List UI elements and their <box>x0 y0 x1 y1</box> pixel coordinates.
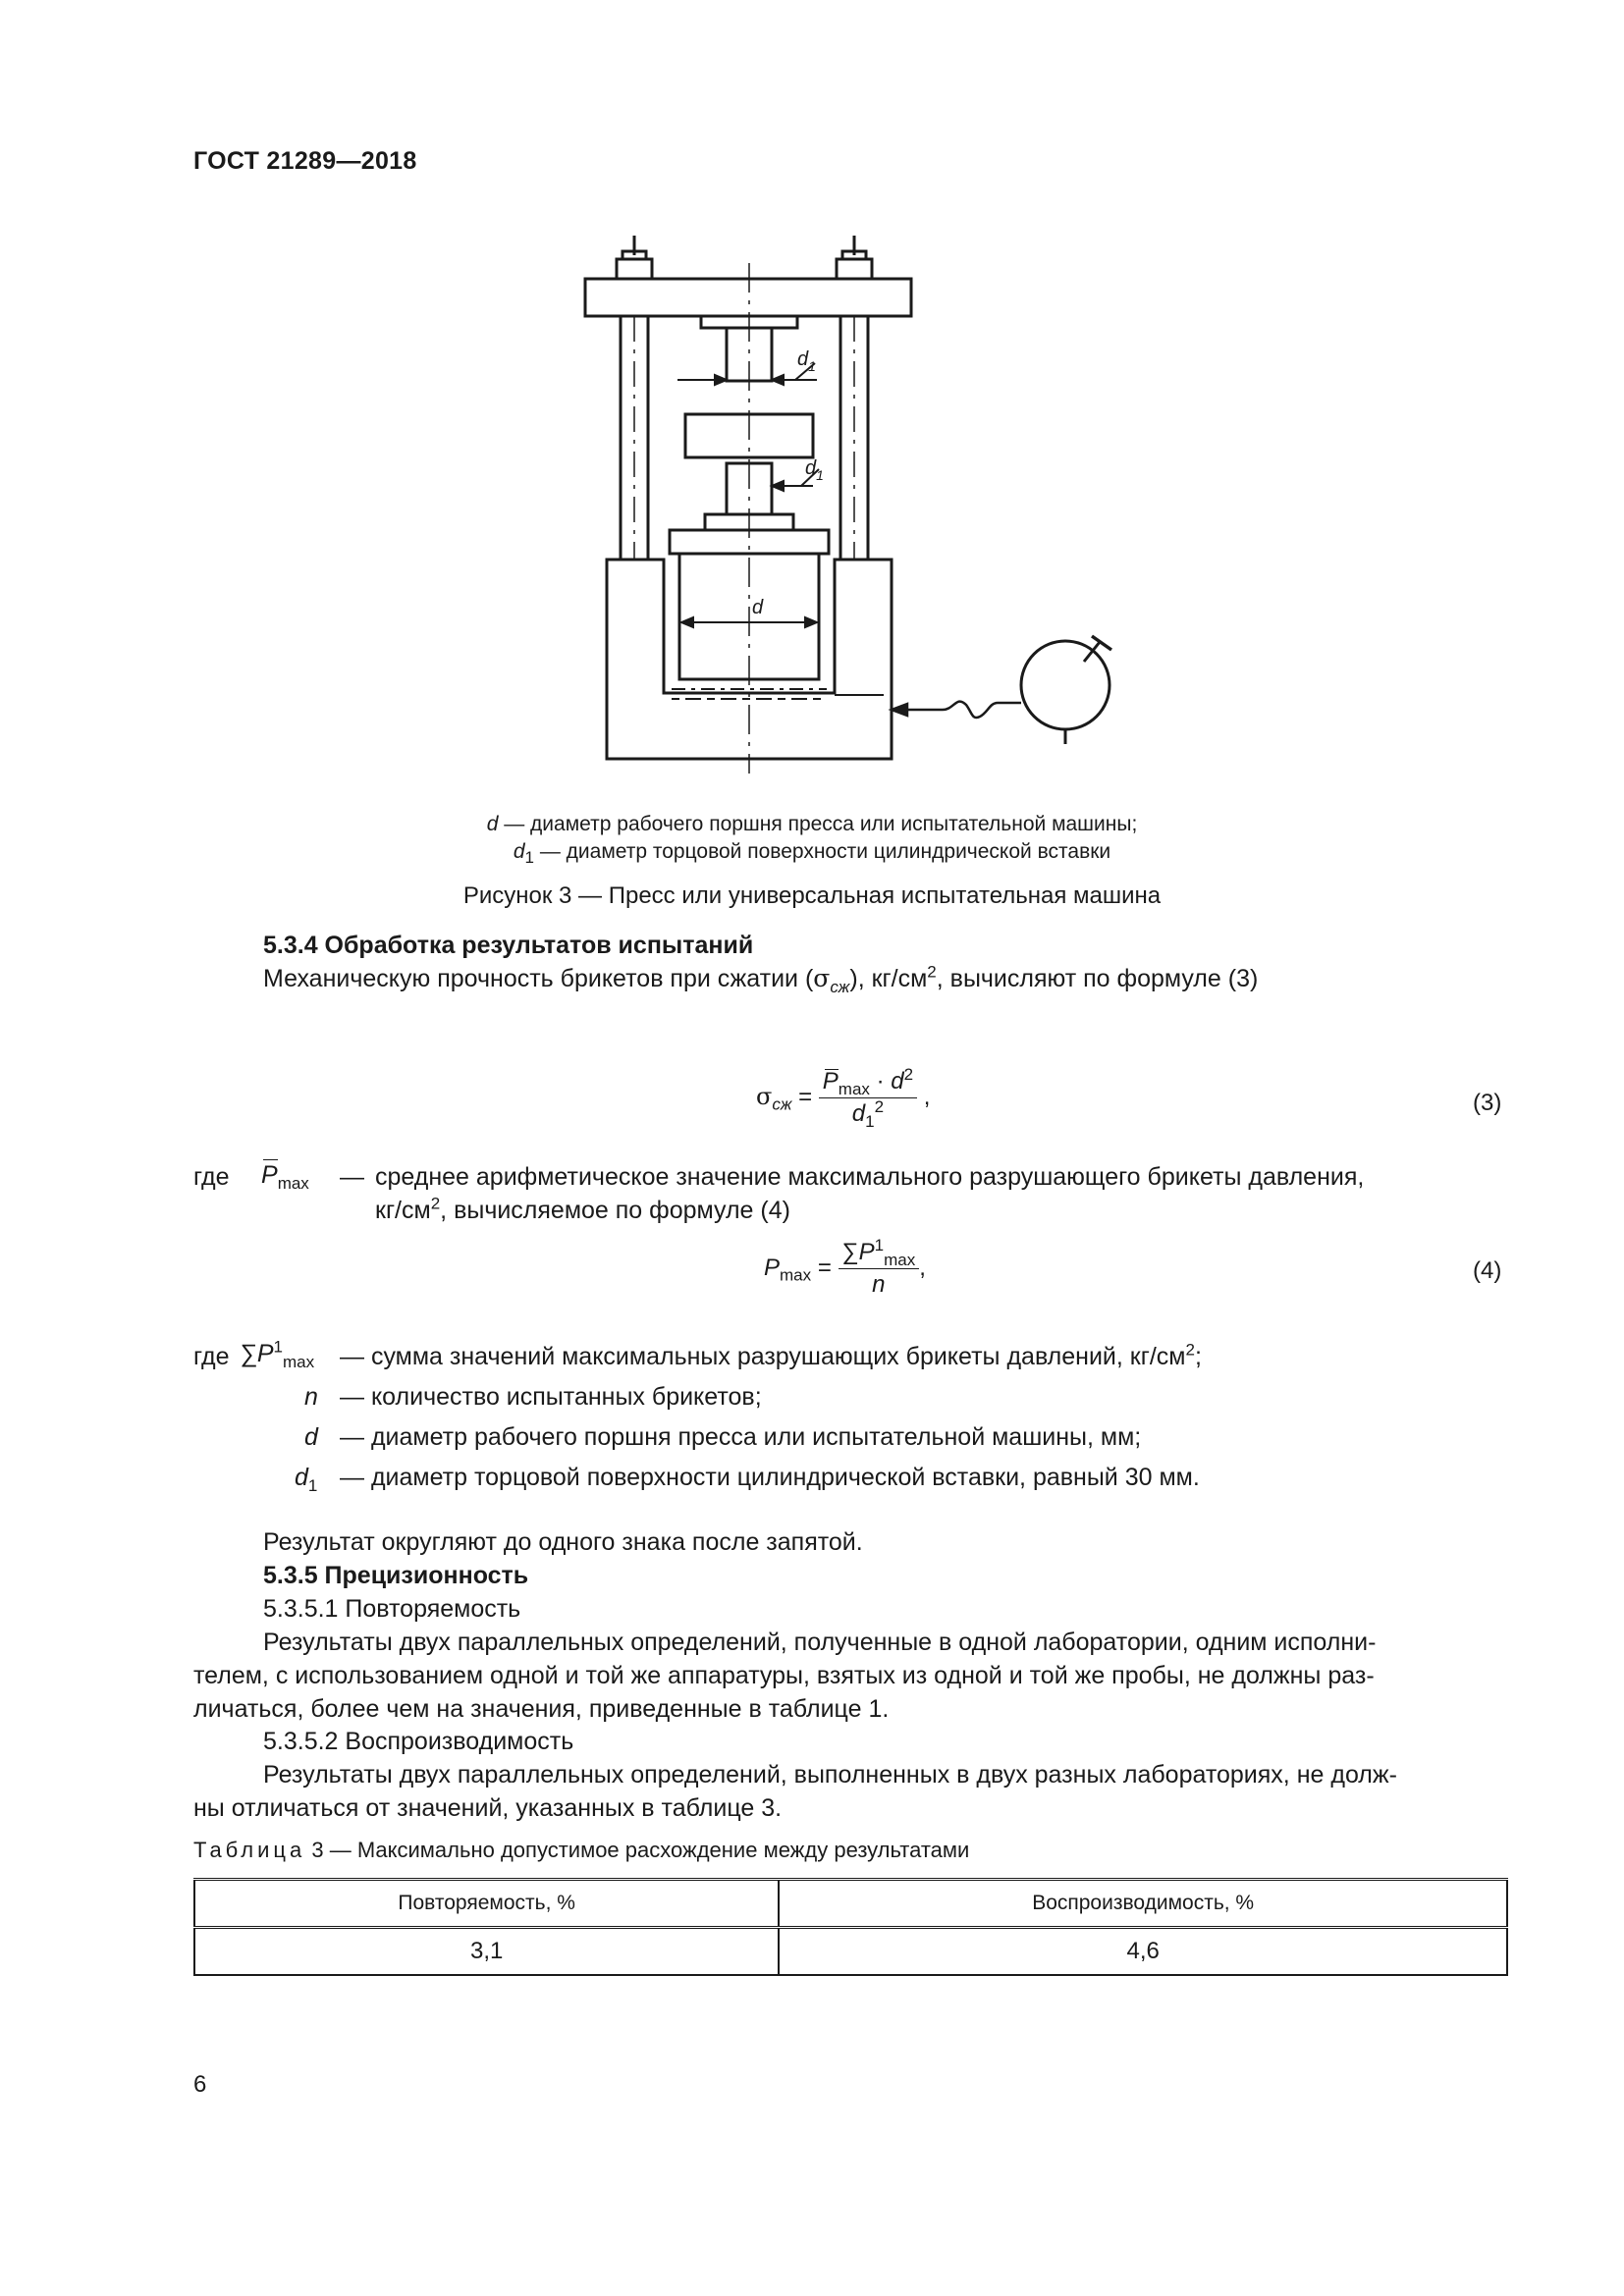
where-2-sym-d: d <box>304 1423 318 1451</box>
rounding-note: Результат округляют до одного знака после запятой. <box>263 1528 863 1556</box>
section-heading-5352: 5.3.5.2 Воспроизводимость <box>263 1728 574 1755</box>
intro-text-a: Механическую прочность брикетов при сжатии ( <box>263 965 814 992</box>
formula-3-d1-sub: 1 <box>865 1111 875 1131</box>
where-1-tail: , вычисляемое по формуле (4) <box>440 1197 790 1224</box>
where-2-sym-n: n <box>304 1383 318 1411</box>
table-3-caption-word: Таблица <box>193 1838 306 1862</box>
p5352-line-1: Результаты двух параллельных определений, выполненных в двух разных лабораториях, не долж- <box>263 1761 1397 1789</box>
formula-3-denominator <box>819 1097 917 1131</box>
formula-4-p-sub: max <box>780 1265 812 1285</box>
formula-4 <box>764 1236 926 1299</box>
where-2-sym-sum-text: ∑P <box>240 1340 274 1367</box>
press-diagram <box>569 226 1159 775</box>
section-heading-5351: 5.3.5.1 Повторяемость <box>263 1595 521 1623</box>
intro-sigma-sub: сж <box>830 978 850 996</box>
where-2-text-sum <box>340 1340 1202 1373</box>
where-1-p-sub: max <box>277 1174 309 1193</box>
figure-legend-line-2 <box>0 840 1624 868</box>
right-column <box>840 316 868 560</box>
formula-4-denominator: n <box>872 1271 886 1298</box>
top-crossbeam <box>585 279 911 316</box>
formula-3-dot: · <box>876 1068 885 1095</box>
table-3-value-repeatability: 3,1 <box>194 1928 779 1976</box>
where-word-1: где <box>193 1163 230 1191</box>
formula-4-p: P <box>764 1254 781 1281</box>
where-2-text-sum-sup: 2 <box>1185 1340 1195 1360</box>
where-2-text-sum-tail: ; <box>1194 1343 1202 1370</box>
formula-4-sum: ∑ <box>841 1239 859 1265</box>
formula-3-p-sub: max <box>838 1079 870 1098</box>
where-1-unit: кг/см <box>375 1197 431 1224</box>
formula-4-fraction <box>839 1236 920 1299</box>
where-1-text-line-2 <box>375 1194 790 1227</box>
where-1-symbol <box>261 1158 309 1192</box>
where-2-text-n: — количество испытанных брикетов; <box>340 1383 762 1411</box>
page-number: 6 <box>193 2071 207 2098</box>
table-row <box>194 1928 1507 1976</box>
formula-3-comma: , <box>923 1083 931 1110</box>
formula-3-pbar: P <box>822 1068 839 1095</box>
formula-3-d1: d <box>851 1100 866 1127</box>
table-3-caption-rest: 3 — Максимально допустимое расхождение между результатами <box>305 1838 970 1862</box>
where-1-pbar: P <box>261 1158 278 1192</box>
legend-text-d: — диаметр рабочего поршня пресса или испытательной машины; <box>498 813 1138 835</box>
pressure-line <box>892 702 1021 719</box>
where-2-sym-d1 <box>295 1461 317 1494</box>
intro-text-c: , вычисляют по формуле (3) <box>936 965 1259 992</box>
where-2-text-d: — диаметр рабочего поршня пресса или испытательной машины, мм; <box>340 1423 1142 1451</box>
upper-d1-label: $d_1$ <box>797 348 816 374</box>
formula-4-numerator <box>839 1236 920 1269</box>
where-2-sym-sum-sub: max <box>282 1353 315 1371</box>
piston-d-label: d <box>752 597 764 618</box>
where-1-dash: — <box>340 1163 364 1191</box>
formula-3-sigma-sub: сж <box>772 1095 792 1114</box>
formula-4-num-sup: 1 <box>874 1236 885 1255</box>
right-bolt <box>837 236 872 279</box>
formula-4-num-sub: max <box>884 1250 916 1269</box>
where-2-sym-sum <box>240 1337 314 1370</box>
formula-4-num-p: P <box>858 1239 875 1265</box>
table-3-header-repeatability: Повторяемость, % <box>194 1880 779 1928</box>
figure-caption: Рисунок 3 — Пресс или универсальная испытательная машина <box>462 882 1162 909</box>
formula-3-d: d <box>891 1068 904 1095</box>
section-heading-535: 5.3.5 Прецизионность <box>263 1562 529 1589</box>
where-2-sym-d1-sub: 1 <box>307 1476 318 1495</box>
formula-3 <box>756 1065 931 1131</box>
table-3-header-row <box>194 1880 1507 1928</box>
formula-4-number: (4) <box>1473 1257 1502 1284</box>
formula-4-comma: , <box>919 1254 926 1281</box>
left-bolt <box>617 236 652 279</box>
left-column <box>621 316 648 560</box>
legend-symbol-d1: d <box>513 840 525 863</box>
intro-text-b: ), кг/см <box>849 965 928 992</box>
table-3 <box>193 1878 1508 1976</box>
intro-sup: 2 <box>927 962 937 982</box>
where-word-2: где <box>193 1343 230 1370</box>
formula-3-sigma: σ <box>756 1082 773 1110</box>
table-3-value-reproducibility: 4,6 <box>779 1928 1507 1976</box>
legend-text-d1: — диаметр торцовой поверхности цилиндрической вставки <box>533 840 1111 863</box>
legend-symbol-d: d <box>486 813 499 835</box>
formula-3-d-sup: 2 <box>903 1065 914 1084</box>
where-2-sym-sum-sup: 1 <box>273 1337 283 1357</box>
p5351-line-1: Результаты двух параллельных определений, полученные в одной лаборатории, одним исполни- <box>263 1629 1377 1656</box>
pressure-gauge-icon <box>1021 636 1111 744</box>
figure-legend-line-1 <box>0 813 1624 836</box>
table-3-header-reproducibility: Воспроизводимость, % <box>779 1880 1507 1928</box>
lower-d1-label: $d_1$ <box>805 457 824 483</box>
p5352-line-2: ны отличаться от значений, указанных в таблице 3. <box>193 1794 783 1822</box>
table-3-caption <box>193 1838 969 1863</box>
formula-3-equals: = <box>798 1083 813 1110</box>
where-1-unit-sup: 2 <box>430 1194 441 1213</box>
formula-3-fraction <box>819 1065 917 1131</box>
formula-3-numerator <box>819 1065 917 1098</box>
where-2-text-sum-main: — сумма значений максимальных разрушающих брикеты давлений, кг/см <box>340 1343 1186 1370</box>
legend-symbol-d1-sub: 1 <box>524 848 534 868</box>
p5351-line-3: личаться, более чем на значения, приведенные в таблице 1. <box>193 1695 890 1723</box>
where-2-sym-d1-text: d <box>295 1464 308 1491</box>
formula-4-equals: = <box>817 1254 832 1281</box>
intro-sigma: σ <box>813 964 831 992</box>
formula-3-number: (3) <box>1473 1090 1502 1116</box>
section-534-intro <box>263 962 1258 995</box>
standard-title: ГОСТ 21289—2018 <box>193 147 417 175</box>
where-1-text-line-1: среднее арифметическое значение максимального разрушающего брикеты давления, <box>375 1163 1365 1191</box>
section-heading-534: 5.3.4 Обработка результатов испытаний <box>263 932 754 959</box>
formula-3-d1-sup: 2 <box>874 1097 885 1116</box>
p5351-line-2: телем, с использованием одной и той же аппаратуры, взятых из одной и той же пробы, не должны раз- <box>193 1662 1375 1689</box>
where-2-text-d1: — диаметр торцовой поверхности цилиндрической вставки, равный 30 мм. <box>340 1464 1200 1491</box>
